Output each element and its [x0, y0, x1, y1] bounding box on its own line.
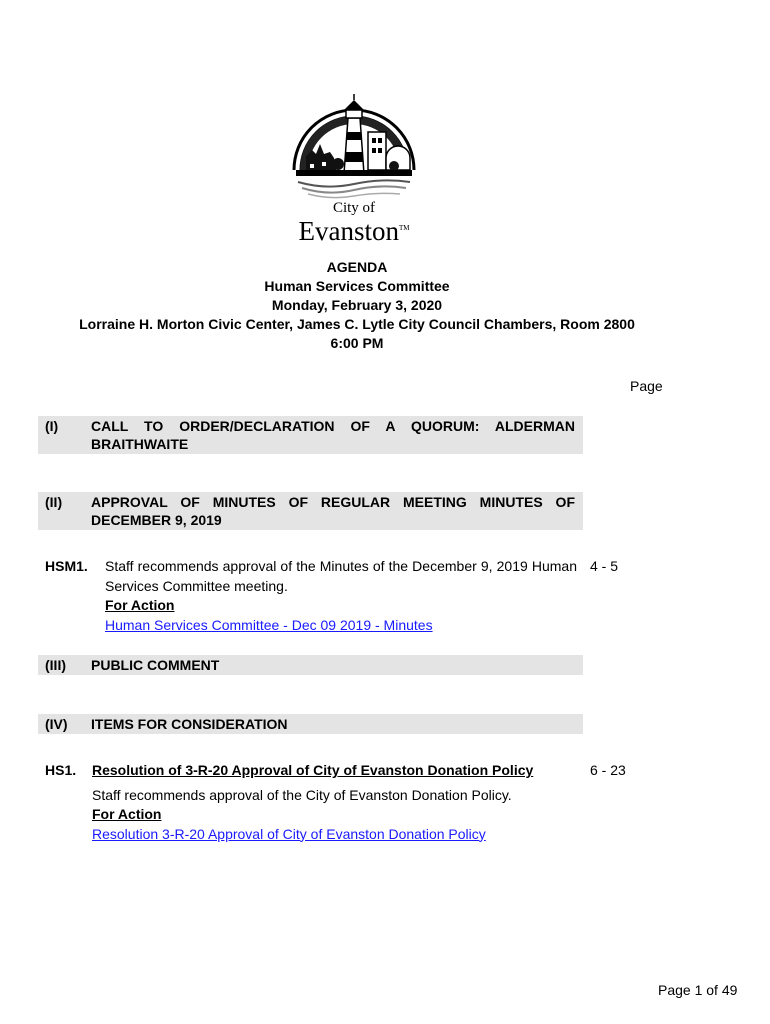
- item-title: Resolution of 3-R-20 Approval of City of Evanston Donation Policy: [92, 762, 534, 778]
- section-number: (II): [45, 494, 63, 510]
- section-call-to-order: [38, 416, 583, 454]
- meeting-date: Monday, February 3, 2020: [271, 297, 443, 313]
- item-hs1: [92, 761, 582, 844]
- logo-city-text: City of: [332, 200, 376, 216]
- section-title: ITEMS FOR CONSIDERATION: [91, 716, 288, 732]
- section-title: APPROVAL OF MINUTES OF REGULAR MEETING MINUTES OF DECEMBER 9, 2019: [91, 494, 575, 528]
- lighthouse-emblem-icon: [286, 92, 422, 202]
- meeting-time: 6:00 PM: [330, 335, 384, 351]
- item-pages: 4 - 5: [590, 558, 619, 574]
- item-action-label: For Action: [92, 806, 162, 822]
- item-description: Staff recommends approval of the Minutes of the December 9, 2019 Human Services Committee meeting.: [105, 558, 577, 594]
- section-title: CALL TO ORDER/DECLARATION OF A QUORUM: ALDERMAN BRAITHWAITE: [91, 418, 575, 452]
- logo-trademark: TM: [399, 224, 410, 232]
- logo-name-text: Evanston™: [298, 216, 410, 246]
- section-approval-of-minutes: [38, 492, 583, 530]
- section-title: PUBLIC COMMENT: [91, 657, 220, 673]
- item-hsm1: [105, 557, 577, 635]
- section-public-comment: [38, 655, 583, 675]
- section-number: (IV): [45, 716, 68, 732]
- agenda-title: AGENDA: [326, 259, 388, 275]
- item-action-label: For Action: [105, 597, 175, 613]
- section-number: (I): [45, 418, 59, 434]
- page-indicator: Page 1 of 49: [658, 982, 738, 998]
- item-number: HSM1.: [45, 558, 88, 574]
- city-logo: [286, 92, 422, 246]
- committee-name: Human Services Committee: [264, 278, 450, 294]
- item-pages: 6 - 23: [590, 762, 626, 778]
- page-column-label: Page: [630, 378, 663, 394]
- section-number: (III): [45, 657, 66, 673]
- section-items-for-consideration: [38, 714, 583, 734]
- meeting-location: Lorraine H. Morton Civic Center, James C. Lytle City Council Chambers, Room 2800: [79, 316, 635, 332]
- resolution-attachment-link[interactable]: Resolution 3-R-20 Approval of City of Evanston Donation Policy: [92, 825, 486, 842]
- minutes-attachment-link[interactable]: Human Services Committee - Dec 09 2019 - Minutes: [105, 616, 433, 633]
- item-number: HS1.: [45, 762, 77, 778]
- item-description: Staff recommends approval of the City of Evanston Donation Policy.: [92, 786, 512, 803]
